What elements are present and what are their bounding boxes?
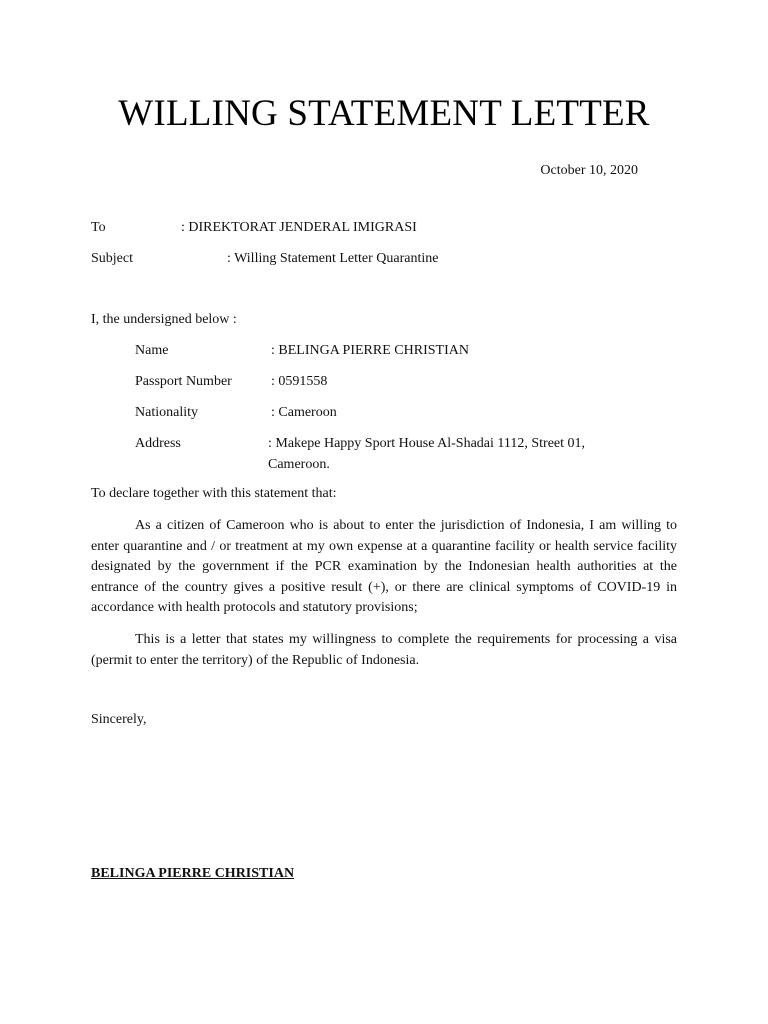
nationality-label: Nationality bbox=[135, 405, 198, 420]
passport-value: : 0591558 bbox=[271, 374, 328, 389]
to-value: : DIREKTORAT JENDERAL IMIGRASI bbox=[181, 220, 417, 235]
paragraph-willingness: This is a letter that states my willingness to complete the requirements for processing a visa (permit to enter the territory) of the Republic of Indonesia. bbox=[91, 632, 677, 668]
subject-label: Subject bbox=[91, 251, 133, 266]
nationality-value: : Cameroon bbox=[271, 405, 337, 420]
to-label: To bbox=[91, 220, 106, 235]
letter-title: WILLING STATEMENT LETTER bbox=[118, 93, 650, 134]
name-label: Name bbox=[135, 343, 169, 358]
passport-label: Passport Number bbox=[135, 374, 232, 389]
letter-date: October 10, 2020 bbox=[540, 163, 638, 178]
paragraph-quarantine: As a citizen of Cameroon who is about to enter the jurisdiction of Indonesia, I am willing to enter quarantine and / or treatment at my own expense at a quarantine facility or health service facility designated by the government if the PCR examination by the Indonesian health authorities at the entrance of the country gives a positive result (+), or there are clinical symptoms of COVID-19 in accordance with health protocols and statutory provisions; bbox=[91, 518, 677, 615]
signature-name: BELINGA PIERRE CHRISTIAN bbox=[91, 866, 295, 881]
address-value-line1: : Makepe Happy Sport House Al-Shadai 1112, Street 01, bbox=[268, 436, 586, 451]
name-value: : BELINGA PIERRE CHRISTIAN bbox=[271, 343, 469, 358]
intro-text: I, the undersigned below : bbox=[91, 312, 237, 327]
address-label: Address bbox=[135, 436, 181, 451]
closing-text: Sincerely, bbox=[91, 712, 147, 727]
address-value-line2: Cameroon. bbox=[268, 457, 330, 472]
subject-value: : Willing Statement Letter Quarantine bbox=[227, 251, 439, 266]
declare-text: To declare together with this statement that: bbox=[91, 486, 337, 501]
